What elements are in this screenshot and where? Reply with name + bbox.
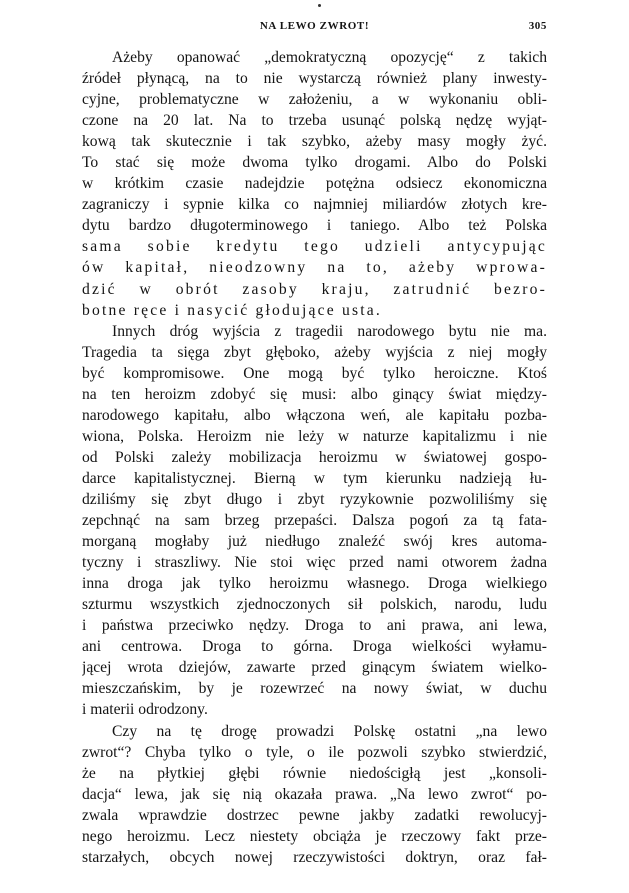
text-line: wiona, Polska. Heroizm nie leży w naturze kapitalizmu i nie	[82, 427, 547, 445]
text-line: Czy na tę drogę prowadzi Polskę ostatni „na lewo	[112, 722, 547, 740]
text-line: od Polski zależy mobilizacja heroizmu w światowej gospo-	[82, 448, 547, 466]
text-line: sama sobie kredytu tego udzieli antycypując	[82, 238, 547, 256]
text-line: źródeł płynącą, na to nie wystarczą również plany inwesty-	[82, 70, 547, 88]
text-line: Ażeby opanować „demokratyczną opozycję“ z takich	[112, 49, 547, 66]
text-line: Tragedia ta sięga zbyt głęboko, ażeby wyjścia z niej mogły	[82, 343, 547, 361]
running-head	[82, 20, 547, 36]
text-line: To stać się może dwoma tylko drogami. Albo do Polski	[82, 154, 547, 172]
text-line: morganą mogłaby już niedługo znaleźć swój kres automa-	[82, 533, 547, 551]
body-text	[82, 47, 547, 868]
text-line: ów kapitał, nieodzowny na to, ażeby wprowa-	[82, 259, 547, 277]
text-line: zwrot“? Chyba tylko o tyle, o ile pozwoli szybko stwierdzić,	[82, 743, 547, 761]
text-line: darce kapitalistycznej. Bierną w tym kierunku nadzieją łu-	[82, 469, 547, 487]
text-line: botne ręce i nasycić głodujące usta.	[82, 301, 383, 319]
text-line: inna droga jak tylko heroizmu własnego. Droga wielkiego	[82, 575, 547, 593]
text-line: jącej wrota dziejów, zawarte przed ginącym światem wielko-	[82, 659, 547, 677]
text-line: nego heroizmu. Lecz niestety obciąża je rzeczowy fakt prze-	[82, 827, 547, 845]
text-line: Innych dróg wyjścia z tragedii narodowego bytu nie ma.	[112, 322, 547, 340]
text-line: i państwa przeciwko nędzy. Droga to ani prawa, ani lewa,	[82, 617, 547, 635]
text-line: dytu bardzo długoterminowego i taniego. Albo też Polska	[82, 217, 547, 235]
text-line: i materii odrodzony.	[82, 701, 208, 719]
text-line: że na płytkiej głębi równie niedościgłą jest „konsoli-	[82, 764, 547, 782]
text-line: czone na 20 lat. Na to trzeba usunąć polską nędzę wyjąt-	[82, 112, 547, 130]
text-line: zwala wprawdzie dostrzec pewne jakby zadatki rewolucyj-	[82, 806, 547, 824]
text-line: zepchnąć na sam brzeg przepaści. Dalsza pogoń za tą fata-	[82, 512, 547, 530]
text-line: starzałych, obcych nowej rzeczywistości doktryn, oraz fał-	[82, 848, 547, 866]
text-line: dziliśmy się zbyt długo i zbyt ryzykownie pozwoliliśmy się	[82, 490, 547, 508]
text-line: mieszczańskim, by je rozewrzeć na nowy świat, w duchu	[82, 680, 547, 698]
text-line: w krótkim czasie nadejdzie potężna odsiecz ekonomiczna	[82, 175, 547, 193]
text-line: tyczny i straszliwy. Nie stoi więc przed nami otworem żadna	[82, 554, 547, 572]
print-dot	[318, 4, 321, 7]
text-line: dzić w obrót zasoby kraju, zatrudnić bezro-	[82, 280, 547, 298]
text-line: szturmu wszystkich zjednoczonych sił polskich, narodu, ludu	[82, 596, 547, 614]
text-line: dacja“ lewa, jak się nią okazała prawa. „Na lewo zwrot“ po-	[82, 785, 547, 803]
text-line: kową tak skutecznie i tak szybko, ażeby masy mogły żyć.	[82, 133, 547, 151]
running-head-title: NA LEWO ZWROT!	[259, 20, 370, 32]
text-line: cyjne, problematyczne w założeniu, a w wykonaniu obli-	[82, 91, 547, 109]
text-line: na ten heroizm zdobyć się musi: albo ginący świat między-	[82, 385, 547, 403]
text-line: narodowego kapitału, albo włączona weń, ale kapitału pozba-	[82, 406, 547, 424]
text-line: być kompromisowe. One mogą być tylko heroiczne. Ktoś	[82, 364, 547, 382]
text-line: zagraniczy i sypnie kilka co najmniej miliardów złotych kre-	[82, 196, 547, 214]
text-line: ani centrowa. Droga to górna. Droga wielkości wyłamu-	[82, 638, 547, 656]
page-number: 305	[528, 20, 547, 32]
